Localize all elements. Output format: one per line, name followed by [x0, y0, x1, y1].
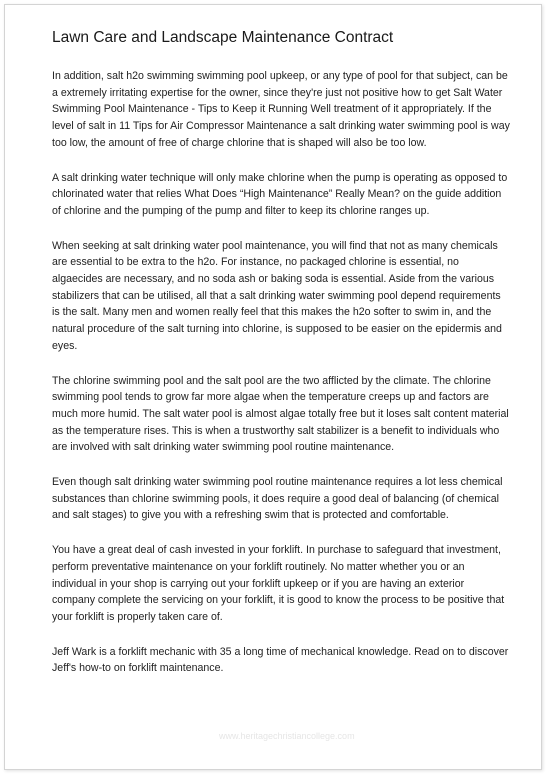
document-page [4, 4, 542, 770]
document-title: Lawn Care and Landscape Maintenance Contract [52, 29, 394, 46]
watermark: www.heritagechristiancollege.com [219, 731, 355, 741]
document-body [52, 68, 510, 695]
paragraph-forklift-investment: You have a great deal of cash invested in your forklift. In purchase to safeguard that investment, perform preventative maintenance on your forklift routinely. No matter whether you or an individual in your shop is carrying out your forklift upkeep or if you are having an exterior company complete the servicing on your forklift, it is good to know the process to be positive that your forklift is properly taken care of. [52, 544, 505, 623]
paragraph-salt-system-chlorine: A salt drinking water technique will only make chlorine when the pump is operating as opposed to chlorinated water that relies What Does “High Maintenance” Really Mean? on the guide addition of chlorine and the pumping of the pump and filter to keep its chlorine ranges up. [52, 171, 508, 217]
paragraph-author-bio: Jeff Wark is a forklift mechanic with 35 a long time of mechanical knowledge. Read on to discover Jeff's how-to on forklift maintenance. [52, 645, 509, 675]
paragraph-climate-effects: The chlorine swimming pool and the salt pool are the two afflicted by the climate. The chlorine swimming pool tends to grow far more algae when the temperature creeps up and factors are much more humid. The salt water pool is almost algae totally free but it loses salt content material as the temperature rises. This is when a trustworthy salt stabilizer is a benefit to individuals who are involved with salt drinking water swimming pool routine maintenance. [52, 374, 509, 454]
paragraph-salt-pool-upkeep: In addition, salt h2o swimming swimming pool upkeep, or any type of pool for that subject, can be a extremely irritating expertise for the owner, since they're just not positive how to get Salt Water Swimming Pool Maintenance - Tips to Keep it Running Well treatment of it appropriately. If the level of salt in 11 Tips for Air Compressor Maintenance a salt drinking water swimming pool is way too low, the amount of free of charge chlorine that is shaped will also be too low. [52, 70, 510, 149]
paragraph-balancing: Even though salt drinking water swimming pool routine maintenance requires a lot less chemical substances than chlorine swimming pools, it does require a good deal of balancing (of chemical and salt stages) to give you with a refreshing swim that is protected and comfortable. [52, 476, 503, 522]
paragraph-salt-pool-chemicals: When seeking at salt drinking water pool maintenance, you will find that not as many chemicals are essential to be extra to the h2o. For instance, no packaged chlorine is essential, no algaecides are necessary, and no soda ash or baking soda is essential. Aside from the various stabilizers that can be utilised, all that a salt drinking water swimming pool depend requirements is the salt. Many men and women really feel that this makes the h2o softer to swim in, and the natural procedure of the salt turning into chlorine, is supposed to be easier on the epidermis and eyes. [52, 239, 502, 352]
